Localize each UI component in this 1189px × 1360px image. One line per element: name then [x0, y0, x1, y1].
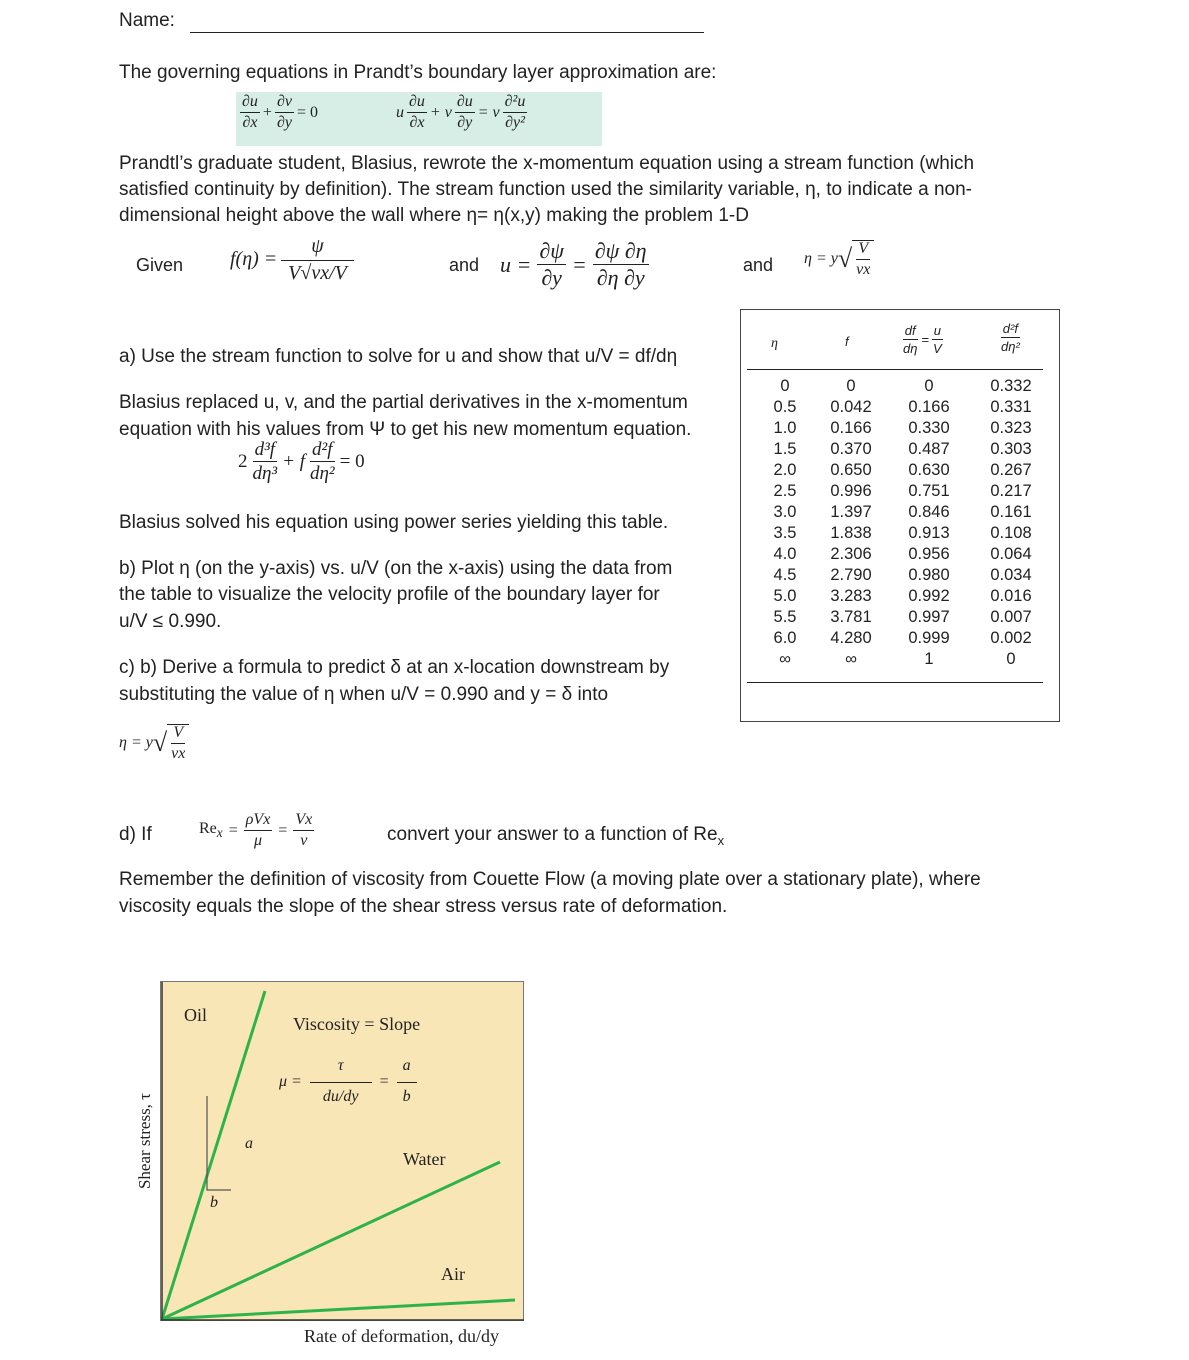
cell-f: 4.280: [830, 629, 872, 647]
cell-eta: 6.0: [773, 629, 797, 647]
cell-d2f: 0.064: [990, 545, 1032, 563]
cell-uv: 0.999: [908, 629, 950, 647]
cell-eta: 2.5: [773, 482, 797, 500]
viscosity-formula: μ = $\frac{\tau}{du/dy}$ = $\frac{a}{b}$: [279, 1058, 417, 1105]
reynolds-equation: $Re_x$ = $\frac{\text{ρVx}}{\mu}$ = $\frac{Vx}{\nu}$: [199, 811, 313, 849]
eta-definition: η = y √ $\frac{V}{\nu x}$: [804, 240, 874, 278]
cell-f: ∞: [845, 650, 857, 668]
name-label: Name:: [119, 10, 175, 31]
cell-uv: 0.846: [908, 503, 950, 521]
cell-d2f: 0.161: [990, 503, 1032, 521]
cell-f: 0.370: [830, 440, 872, 458]
triangle-b-label: b: [210, 1194, 218, 1211]
replaced-paragraph-line-1: Blasius replaced u, v, and the partial derivatives in the x-momentum: [119, 392, 688, 413]
part-b-line-3: u/V ≤ 0.990.: [119, 611, 222, 632]
remember-line-1: Remember the definition of viscosity from Couette Flow (a moving plate over a stationary plate), where: [119, 869, 981, 890]
governing-equations: $\frac{\partial u}{\partial x}$ + $\frac{\partial v}{\partial y}$ = 0 u $\frac{\partial u}{\partial x}$ + v $\frac{\partial u}{\partial y}$ = ν $\frac{\text{∂²u}}{\text{∂y²}}$: [236, 92, 602, 146]
cell-eta: 4.0: [773, 545, 797, 563]
part-c-line-2: substituting the value of η when u/V = 0.990 and y = δ into: [119, 684, 609, 705]
cell-f: 0.996: [830, 482, 872, 500]
cell-d2f: 0.007: [990, 608, 1032, 626]
cell-f: 2.790: [830, 566, 872, 584]
header-df-deta: $\frac{df}{d\eta}$ = $\frac{u}{V}$: [903, 323, 942, 356]
cell-eta: 5.0: [773, 587, 797, 605]
viscosity-slope-title: Viscosity = Slope: [293, 1014, 421, 1034]
cell-eta: 5.5: [773, 608, 797, 626]
cell-f: 1.397: [830, 503, 872, 521]
cell-f: 0.650: [830, 461, 872, 479]
cell-eta: 1.5: [773, 440, 797, 458]
cell-d2f: 0.323: [990, 419, 1032, 437]
header-f: f: [845, 334, 849, 349]
cell-f: 0: [846, 377, 856, 395]
cell-d2f: 0.303: [990, 440, 1032, 458]
remember-line-2: viscosity equals the slope of the shear stress versus rate of deformation.: [119, 896, 728, 917]
air-label: Air: [441, 1264, 465, 1284]
eta-definition-repeat: η = y √ $\frac{V}{\nu x}$: [119, 724, 189, 762]
blasius-paragraph-line-2: satisfied continuity by definition). The stream function used the similarity variable, η, to indicate a non-: [119, 179, 972, 200]
given-and-1: and: [449, 255, 480, 275]
part-b-line-2: the table to visualize the velocity profile of the boundary layer for: [119, 584, 660, 605]
cell-d2f: 0.331: [990, 398, 1032, 416]
cell-eta: 1.0: [773, 419, 797, 437]
u-stream-equation: u = $\frac{\partial\psi}{\partial y}$ = $\frac{\partial\psi \partial\eta}{\partial\eta \partial y}$: [500, 238, 647, 290]
cell-uv: 0.980: [908, 566, 950, 584]
cell-f: 1.838: [830, 524, 872, 542]
cell-eta: 2.0: [773, 461, 797, 479]
header-d2f: $\frac{\text{d²f}}{\text{dη²}}$: [1001, 321, 1020, 354]
cell-uv: 0.166: [908, 398, 950, 416]
cell-uv: 0.487: [908, 440, 950, 458]
part-c-line-1: c) b) Derive a formula to predict δ at an x-location downstream by: [119, 657, 670, 678]
cell-eta: 0: [780, 377, 790, 395]
cell-d2f: 0.267: [990, 461, 1032, 479]
cell-f: 3.781: [830, 608, 872, 626]
water-label: Water: [403, 1149, 446, 1169]
part-a-text: a) Use the stream function to solve for u and show that u/V = df/dη: [119, 346, 678, 367]
cell-d2f: 0.332: [990, 377, 1032, 395]
oil-label: Oil: [184, 1005, 208, 1025]
cell-f: 3.283: [830, 587, 872, 605]
cell-d2f: 0.217: [990, 482, 1032, 500]
cell-f: 0.166: [830, 419, 872, 437]
cell-uv: 0.630: [908, 461, 950, 479]
cell-f: 0.042: [830, 398, 872, 416]
blasius-paragraph-line-3: dimensional height above the wall where η= η(x,y) making the problem 1-D: [119, 205, 749, 226]
y-axis-label: Shear stress, τ: [135, 1092, 154, 1190]
f-eta-equation: f(η) = $\frac{\psi}{V√\nu x/V}$: [230, 236, 354, 283]
cell-eta: ∞: [779, 650, 791, 668]
part-d-label: d) If: [119, 824, 152, 845]
cell-uv: 1: [924, 650, 934, 668]
cell-uv: 0.992: [908, 587, 950, 605]
cell-d2f: 0: [1006, 650, 1016, 668]
replaced-paragraph-line-2: equation with his values from Ψ to get his new momentum equation.: [119, 419, 692, 440]
triangle-a-label: a: [245, 1135, 253, 1152]
given-label: Given: [136, 255, 184, 275]
cell-uv: 0.751: [908, 482, 950, 500]
cell-eta: 3.0: [773, 503, 797, 521]
given-and-2: and: [743, 255, 774, 275]
header-eta: η: [771, 336, 778, 351]
cell-d2f: 0.016: [990, 587, 1032, 605]
part-b-line-1: b) Plot η (on the y-axis) vs. u/V (on the x-axis) using the data from: [119, 558, 673, 579]
blasius-ode: 2 $\frac{\text{d³f}}{\text{dη³}}$ + f $\frac{\text{d²f}}{\text{dη²}}$ = 0: [238, 439, 365, 484]
cell-uv: 0.913: [908, 524, 950, 542]
cell-uv: 0.997: [908, 608, 950, 626]
cell-eta: 4.5: [773, 566, 797, 584]
solved-line: Blasius solved his equation using power series yielding this table.: [119, 512, 669, 533]
cell-uv: 0: [924, 377, 934, 395]
cell-uv: 0.330: [908, 419, 950, 437]
cell-d2f: 0.108: [990, 524, 1032, 542]
cell-d2f: 0.034: [990, 566, 1032, 584]
part-d-text: convert your answer to a function of $Re_x$: [387, 824, 725, 848]
cell-uv: 0.956: [908, 545, 950, 563]
x-axis-label: Rate of deformation, du/dy: [304, 1326, 499, 1346]
blasius-paragraph-line-1: Prandtl’s graduate student, Blasius, rewrote the x-momentum equation using a stream function (which: [119, 153, 975, 174]
cell-eta: 3.5: [773, 524, 797, 542]
intro-text: The governing equations in Prandt’s boundary layer approximation are:: [119, 62, 717, 83]
cell-eta: 0.5: [773, 398, 797, 416]
cell-d2f: 0.002: [990, 629, 1032, 647]
cell-f: 2.306: [830, 545, 872, 563]
